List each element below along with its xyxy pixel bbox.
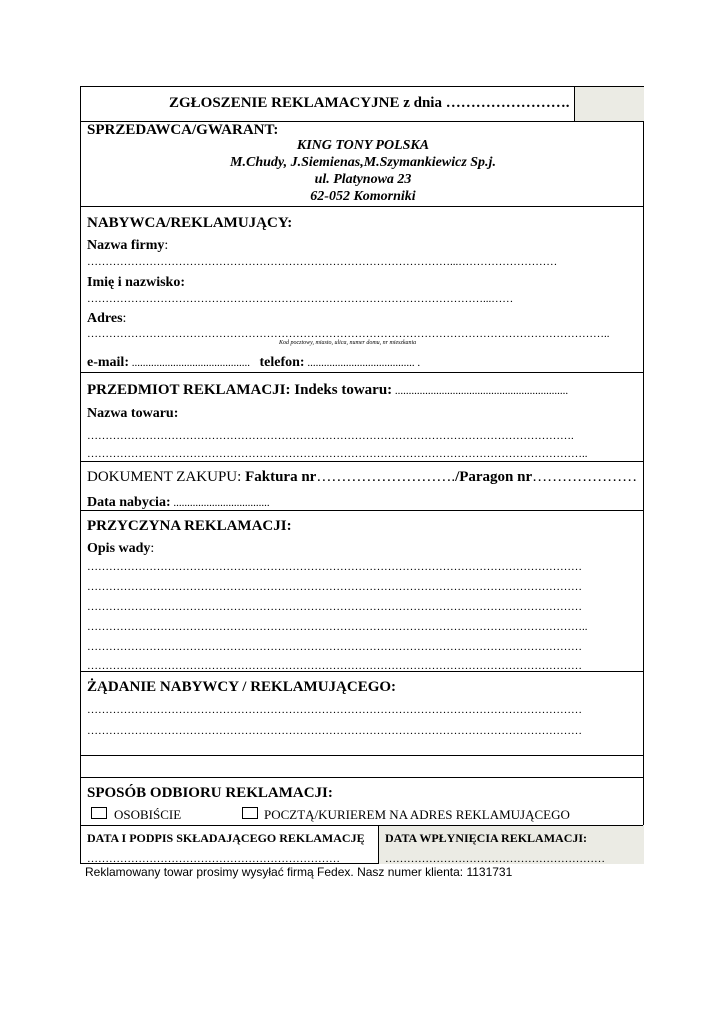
date-cell[interactable]	[575, 87, 644, 121]
form-title: ZGŁOSZENIE REKLAMACYJNE z dnia …………………….	[169, 95, 570, 111]
invoice-label: Faktura nr	[245, 469, 317, 485]
name-label: Imię i nazwisko:	[87, 275, 185, 290]
divider	[378, 825, 379, 864]
pickup-courier-label: POCZTĄ/KURIEREM NA ADRES REKLAMUJĄCEGO	[264, 807, 570, 822]
seller-company: KING TONY POLSKA	[296, 138, 430, 153]
pickup-personal-label: OSOBIŚCIE	[114, 807, 182, 822]
seller-partners: M.Chudy, J.Siemienas,M.Szymankiewicz Sp.j.	[230, 155, 496, 170]
defect-line[interactable]: ………………………………………………………………………………………………………………………..	[87, 621, 588, 633]
pickup-personal-checkbox[interactable]	[91, 807, 107, 819]
demand-line[interactable]: ………………………………………………………………………………………………………………………	[87, 704, 582, 716]
item-index-field[interactable]: ...............................................................	[392, 385, 569, 397]
divider	[81, 825, 643, 826]
receipt-label: /Paragon nr	[455, 469, 533, 485]
seller-label: SPRZEDAWCA/GWARANT:	[87, 122, 279, 138]
company-field[interactable]: ………………………………………………………………………………………...………………………	[87, 256, 558, 268]
defect-line[interactable]: ………………………………………………………………………………………………………………………	[87, 561, 582, 573]
address-colon: :	[122, 311, 127, 326]
divider	[574, 87, 575, 121]
demand-line[interactable]: ………………………………………………………………………………………………………………………	[87, 725, 582, 737]
email-field[interactable]: ...........................................	[128, 357, 250, 369]
divider	[81, 372, 643, 373]
pickup-label: SPOSÓB ODBIORU REKLAMACJI:	[87, 785, 333, 801]
signature-field[interactable]: ……………………………………………………………	[87, 853, 340, 865]
subject-label: PRZEDMIOT REKLAMACJI: Indeks towaru:	[87, 382, 393, 398]
item-name-field[interactable]: …………………………………………………………………………………………………………………….	[87, 430, 574, 442]
address-hint: Kod pocztowy, miasto, ulica, numer domu, nr mieszkania	[279, 340, 417, 346]
receipt-date-field[interactable]: ……………………………………………………	[385, 853, 605, 865]
defect-label: Opis wady	[87, 541, 151, 556]
purchase-row	[87, 469, 637, 486]
company-label: Nazwa firmy	[87, 238, 165, 253]
footer-note: Reklamowany towar prosimy wysyłać firmą Fedex. Nasz numer klienta: 1131731	[85, 865, 513, 879]
defect-field-label	[87, 541, 154, 557]
signature-label: DATA I PODPIS SKŁADAJĄCEGO REKLAMACJĘ	[87, 831, 365, 845]
receipt-date-label: DATA WPŁYNIĘCIA REKLAMACJI:	[385, 831, 588, 845]
purchase-date-row	[87, 493, 270, 511]
complaint-form	[80, 86, 644, 864]
defect-line[interactable]: ………………………………………………………………………………………………………………………	[87, 641, 582, 653]
purchase-date-field[interactable]: ...................................	[170, 497, 270, 509]
defect-colon: :	[150, 541, 155, 556]
seller-street: ul. Platynowa 23	[314, 172, 412, 187]
divider	[81, 206, 643, 207]
defect-line[interactable]: ………………………………………………………………………………………………………………………	[87, 660, 582, 672]
pickup-courier-checkbox[interactable]	[242, 807, 258, 819]
purchase-date-label: Data nabycia:	[87, 495, 171, 510]
company-field-label	[87, 238, 168, 254]
defect-line[interactable]: ………………………………………………………………………………………………………………………	[87, 581, 582, 593]
receipt-field[interactable]: …………………	[532, 469, 638, 485]
purchase-doc-label: DOKUMENT ZAKUPU:	[87, 469, 246, 485]
reason-label: PRZYCZYNA REKLAMACJI:	[87, 518, 292, 534]
address-field-label	[87, 311, 126, 327]
company-colon: :	[164, 238, 169, 253]
subject-row	[87, 381, 568, 399]
demand-label: ŻĄDANIE NABYWCY / REKLAMUJĄCEGO:	[87, 679, 397, 695]
defect-line[interactable]: ………………………………………………………………………………………………………………………	[87, 601, 582, 613]
seller-city: 62-052 Komorniki	[310, 189, 416, 204]
divider	[81, 777, 643, 778]
address-field[interactable]: ……………………………………………………………………………………………………………………………..	[87, 328, 610, 340]
divider	[81, 461, 643, 462]
item-name-field-line2[interactable]: ………………………………………………………………………………………………………………………..	[87, 448, 588, 460]
divider	[81, 755, 643, 756]
name-field[interactable]: ………………………………………………………………………………………………...……	[87, 293, 514, 305]
address-label: Adres	[87, 311, 123, 326]
email-label: e-mail:	[87, 355, 129, 370]
phone-label: telefon:	[259, 355, 305, 370]
item-name-label: Nazwa towaru:	[87, 406, 179, 421]
invoice-field[interactable]: ……………………….	[316, 469, 456, 485]
contact-row	[87, 355, 420, 371]
buyer-label: NABYWCA/REKLAMUJĄCY:	[87, 215, 293, 231]
phone-field[interactable]: ....................................... .	[304, 357, 421, 369]
